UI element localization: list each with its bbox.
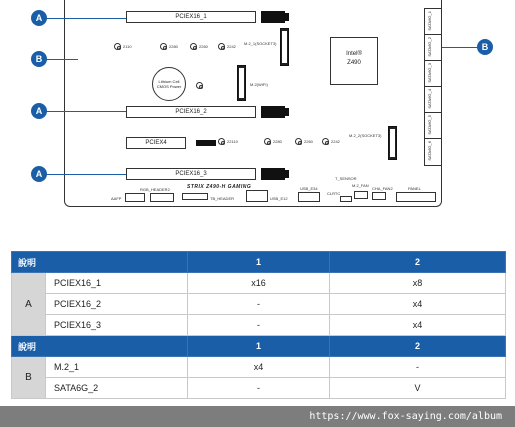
- row-col-2: -: [330, 357, 506, 378]
- m2-standoff: 2242: [218, 43, 236, 50]
- m2-2-label: M.2_2(SOCKET3): [349, 133, 382, 138]
- marker-lead-line: [46, 174, 126, 175]
- rgb-header: [150, 193, 174, 202]
- slot-pciex16-1-label: PCIEX16_1: [175, 14, 207, 20]
- t-sensor-label: T_SENSOR: [335, 176, 357, 181]
- header-col-2: 2: [330, 252, 506, 273]
- table-row: [12, 315, 506, 336]
- standoff-icon: [322, 138, 329, 145]
- row-col-2: V: [330, 378, 506, 399]
- aafp-label: AAFP: [111, 196, 122, 201]
- m2-1-slot: [280, 28, 289, 66]
- watermark-bar: [0, 406, 515, 427]
- sata-port-3: SATA6G_3: [424, 60, 442, 88]
- header-col-1: 1: [188, 252, 330, 273]
- m2-fan-header: [354, 191, 368, 199]
- sata-port-1: SATA6G_1: [424, 8, 442, 36]
- m2-2-slot: [388, 126, 397, 160]
- group-label-a: A: [12, 273, 46, 336]
- row-col-2: x4: [330, 315, 506, 336]
- standoff-icon: [190, 43, 197, 50]
- panel-label: PANEL: [408, 186, 421, 191]
- chipset: Intel® Z490: [330, 37, 378, 85]
- standoff-icon: [196, 82, 203, 89]
- marker-b-sata: B: [477, 39, 493, 55]
- usb-e34-label: USB_E34: [300, 186, 318, 191]
- row-col-1: x16: [188, 273, 330, 294]
- header-col-2: 2: [330, 336, 506, 357]
- marker-lead-line: [441, 47, 478, 48]
- m2-fan-label: M.2_FAN: [352, 183, 369, 188]
- standoff-icon: [264, 138, 271, 145]
- slot-latch: [261, 168, 285, 180]
- row-col-2: x8: [330, 273, 506, 294]
- slot-pciex16-3-label: PCIEX16_3: [175, 171, 207, 177]
- m2-1-label: M.2_1(SOCKET3): [244, 41, 277, 46]
- table-header-row: [12, 252, 506, 273]
- rgb-header-label: RGB_HEADER2: [140, 187, 170, 192]
- table-row: [12, 378, 506, 399]
- m2-standoff: 2280: [160, 43, 178, 50]
- table-row: [12, 273, 506, 294]
- m2-wifi-label: M.2(WIFI): [250, 82, 268, 87]
- slot-pciex16-3: [126, 168, 256, 180]
- m2-standoff: 22110: [218, 138, 238, 145]
- table-row: [12, 357, 506, 378]
- marker-a-pciex16-2: A: [31, 103, 47, 119]
- standoff-icon: [160, 43, 167, 50]
- marker-lead-line: [46, 59, 78, 60]
- slot-pciex16-2-label: PCIEX16_2: [175, 109, 207, 115]
- clrtc-header: [340, 196, 352, 202]
- slot-latch: [261, 106, 285, 118]
- usb-e12-header: [246, 190, 268, 202]
- header-desc: 說明: [12, 252, 188, 273]
- row-col-1: x4: [188, 357, 330, 378]
- row-label: PCIEX16_1: [46, 273, 188, 294]
- marker-a-pciex16-3: A: [31, 166, 47, 182]
- standoff-icon: [218, 138, 225, 145]
- row-col-1: -: [188, 315, 330, 336]
- m2-standoff: 2260: [295, 138, 313, 145]
- panel-header: [396, 192, 436, 202]
- slot-pciex4: [126, 137, 186, 149]
- slot-pciex4-latch: [196, 140, 216, 146]
- slot-pciex4-label: PCIEX4: [145, 140, 167, 146]
- marker-a-pciex16-1: A: [31, 10, 47, 26]
- watermark-url: https://www.fox-saying.com/album: [309, 411, 502, 422]
- cha-fan2-label: CHA_FAN2: [372, 186, 393, 191]
- cmos-battery: Lithium Cell CMOS Power: [152, 67, 186, 101]
- marker-b-m2-1: B: [31, 51, 47, 67]
- sata-port-5: SATA6G_5: [424, 112, 442, 140]
- m2-standoff: 2260: [190, 43, 208, 50]
- tb-header-label: TB_HEADER: [210, 196, 235, 201]
- standoff-icon: [218, 43, 225, 50]
- standoff-icon: [114, 43, 121, 50]
- row-label: PCIEX16_2: [46, 294, 188, 315]
- row-col-1: -: [188, 294, 330, 315]
- marker-lead-line: [46, 111, 126, 112]
- sata-port-2: SATA6G_2: [424, 34, 442, 62]
- table-header-row: [12, 336, 506, 357]
- spec-table: [11, 251, 506, 399]
- m2-standoff: 2242: [322, 138, 340, 145]
- sata-port-4: SATA6G_4: [424, 86, 442, 114]
- row-label: SATA6G_2: [46, 378, 188, 399]
- usb-e12-label: USB_E12: [270, 196, 288, 201]
- m2-wifi-slot: [237, 65, 246, 101]
- slot-latch: [261, 11, 285, 23]
- usb-e34-header: [298, 192, 320, 202]
- marker-lead-line: [46, 18, 126, 19]
- header-desc: 說明: [12, 336, 188, 357]
- standoff-icon: [295, 138, 302, 145]
- aafp-header: [125, 193, 145, 202]
- clrtc-label: CLRTC: [327, 191, 341, 196]
- row-label: PCIEX16_3: [46, 315, 188, 336]
- cha-fan2-header: [372, 192, 386, 200]
- row-col-2: x4: [330, 294, 506, 315]
- slot-pciex16-1: [126, 11, 256, 23]
- board-brand: STRIX Z490-H GAMING: [187, 184, 252, 190]
- table-row: [12, 294, 506, 315]
- m2-standoff: 2110: [114, 43, 132, 50]
- sata-port-6: SATA6G_6: [424, 138, 442, 166]
- header-col-1: 1: [188, 336, 330, 357]
- standoff: [196, 82, 203, 89]
- group-label-b: B: [12, 357, 46, 399]
- row-col-1: -: [188, 378, 330, 399]
- row-label: M.2_1: [46, 357, 188, 378]
- tb-header: [182, 193, 208, 200]
- m2-standoff: 2280: [264, 138, 282, 145]
- slot-pciex16-2: [126, 106, 256, 118]
